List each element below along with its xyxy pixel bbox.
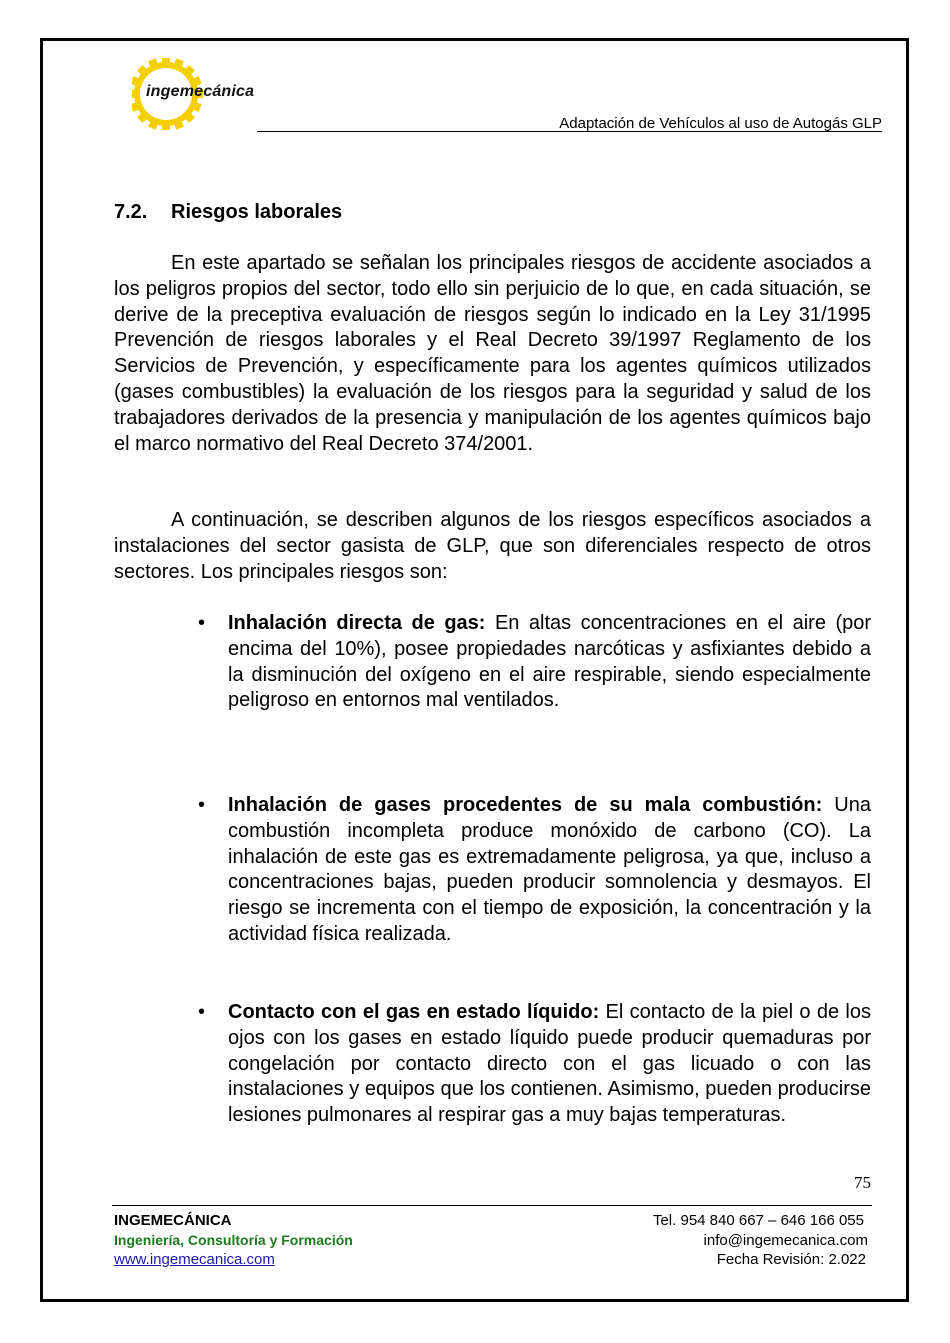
section-heading [114, 201, 342, 224]
footer-tagline: Ingeniería, Consultoría y Formación [114, 1232, 353, 1248]
list-item [198, 793, 871, 948]
section-number: 7.2. [114, 201, 148, 223]
paragraph-intro: En este apartado se señalan los principales riesgos de accidente asociados a los peligros propios del sector, todo ello sin perjuicio de lo que, en cada situación, se derive de la preceptiva evaluación de riesgos según lo indicado en la Ley 31/1995 Prevención de riesgos laborales y el Real Decreto 39/1997 Reglamento de los Servicios de Prevención, y específicamente para los agentes químicos utilizados (gases combustibles) la evaluación de los riesgos para la seguridad y salud de los trabajadores derivados de la presencia y manipulación de los agentes químicos bajo el marco normativo del Real Decreto 374/2001. [114, 252, 871, 455]
company-logo [132, 58, 262, 130]
list-item [198, 611, 871, 714]
list-item-heading: Contacto con el gas en estado líquido: [228, 1001, 600, 1023]
bullet-icon: • [198, 612, 206, 634]
paragraph-continuation: A continuación, se describen algunos de los riesgos específicos asociados a instalaciones del sector gasista de GLP, que son diferenciales respecto de otros sectores. Los principales riesgos son: [114, 509, 871, 583]
list-item [198, 1000, 871, 1129]
logo-wordmark: ingemecánica [146, 83, 255, 100]
footer-website-link[interactable]: www.ingemecanica.com [114, 1251, 275, 1268]
list-item-text: Una combustión incompleta produce monóxido de carbono (CO). La inhalación de este gas es extremadamente peligrosa, ya que, incluso a concentraciones bajas, pueden producir somnolencia y desmayos. El riesgo se incrementa con el tiempo de exposición, la concentración y la actividad física realizada. [228, 794, 871, 945]
footer-divider [112, 1205, 872, 1206]
list-item-text: El contacto de la piel o de los ojos con los gases en estado líquido puede producir quemaduras por congelación por contacto directo con el gas licuado o con las instalaciones y equipos que los contienen. Asimismo, pueden producirse lesiones pulmonares al respirar gas a muy bajas temperaturas. [228, 1001, 871, 1127]
footer-email: info@ingemecanica.com [703, 1232, 868, 1249]
list-item-heading: Inhalación de gases procedentes de su mala combustión: [228, 794, 823, 816]
bullet-icon: • [198, 794, 206, 816]
header-divider [257, 131, 882, 132]
list-item-heading: Inhalación directa de gas: [228, 612, 486, 634]
footer-revision-date: Fecha Revisión: 2.022 [716, 1251, 866, 1268]
list-item-text: En altas concentraciones en el aire (por encima del 10%), posee propiedades narcóticas y asfixiantes debido a la disminución del oxígeno en el aire respirable, siendo especialmente peligroso en entornos mal ventilados. [228, 612, 872, 712]
section-title: Riesgos laborales [171, 201, 343, 223]
document-title: Adaptación de Vehículos al uso de Autogás GLP [559, 115, 882, 132]
footer-company: INGEMECÁNICA [114, 1212, 232, 1229]
page-number: 75 [854, 1173, 871, 1192]
footer-phone: Tel. 954 840 667 – 646 166 055 [652, 1212, 864, 1229]
bullet-icon: • [198, 1001, 206, 1023]
